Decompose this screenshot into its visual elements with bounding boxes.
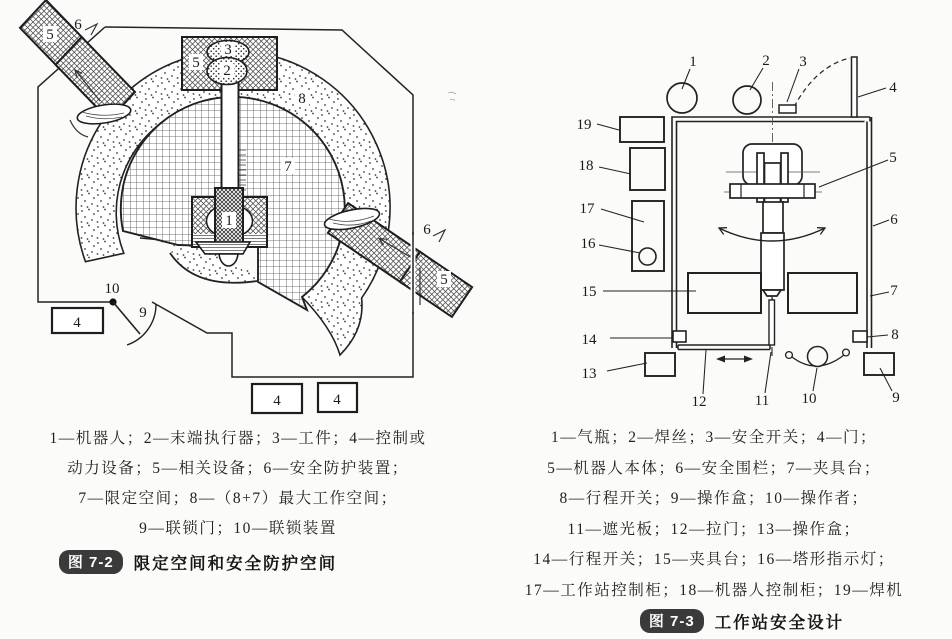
mark-7: 7 — [284, 159, 292, 175]
scan-smudge — [448, 92, 456, 100]
mark-9: 9 — [139, 305, 147, 321]
caption-line: 11—遮光板；12—拉门；13—操作盒； — [567, 520, 861, 538]
figure-7-2-diagram — [0, 0, 476, 430]
figure-title: 限定空间和安全防护空间 — [133, 555, 338, 573]
caption-line: 动力设备；5—相关设备；6—安全防护装置； — [67, 460, 409, 477]
mark-10: 10 — [801, 391, 817, 407]
mark-4: 4 — [73, 315, 81, 331]
mark-6: 6 — [74, 17, 82, 33]
interlock-door — [109, 298, 156, 345]
mark-7: 7 — [890, 283, 898, 299]
figure-7-3-diagram — [476, 0, 952, 430]
mark-18: 18 — [578, 158, 594, 174]
mark-4: 4 — [333, 392, 341, 408]
mark-8: 8 — [298, 91, 306, 107]
safety-switch — [779, 105, 796, 113]
mark-12: 12 — [691, 394, 707, 410]
figure-7-3-title-row — [504, 609, 952, 633]
gas-cylinder — [667, 83, 697, 113]
mark-17: 17 — [579, 201, 595, 217]
limit-switch-left — [673, 331, 686, 342]
caption-line: 5—机器人本体；6—安全围栏；7—夹具台； — [547, 459, 881, 477]
mark-11: 11 — [754, 393, 770, 409]
caption-line: 17—工作站控制柜；18—机器人控制柜；19—焊机 — [524, 581, 904, 599]
mark-1: 1 — [689, 54, 697, 70]
mark-3: 3 — [799, 54, 807, 70]
operator-box-left — [645, 353, 675, 376]
mark-5: 5 — [889, 150, 897, 166]
caption-line: 14—行程开关；15—夹具台；16—塔形指示灯； — [533, 551, 895, 568]
welder-box — [620, 117, 664, 142]
operator-box-right — [864, 353, 894, 375]
caption-line: 1—气瓶；2—焊丝；3—安全开关；4—门； — [550, 429, 877, 446]
mark-6: 6 — [423, 222, 431, 238]
mark-4: 4 — [273, 393, 281, 409]
mark-3: 3 — [224, 42, 232, 58]
operator-figure — [786, 347, 850, 367]
figure-badge: 图 7-2 — [59, 550, 123, 574]
mark-19: 19 — [576, 117, 592, 133]
sliding-door — [678, 345, 770, 363]
tower-lamp — [639, 248, 656, 265]
mark-6: 6 — [890, 212, 898, 228]
caption-line: 9—联锁门；10—联锁装置 — [139, 520, 337, 537]
mark-13: 13 — [581, 366, 597, 382]
limit-switch-right — [853, 331, 867, 342]
caption-line: 8—行程开关；9—操作盒；10—操作者； — [559, 490, 869, 507]
robot-cabinet — [630, 148, 665, 190]
robot-body — [724, 144, 822, 302]
mark-2: 2 — [762, 53, 770, 69]
robot-base-plinth — [196, 242, 250, 254]
mark-16: 16 — [580, 236, 596, 252]
mark-9: 9 — [892, 390, 900, 406]
mark-8: 8 — [891, 327, 899, 343]
figure-7-2-caption — [0, 424, 476, 574]
mark-10: 10 — [104, 281, 120, 297]
mark-5: 5 — [440, 272, 448, 288]
control-equipment-boxes — [52, 308, 357, 413]
figure-7-2-title-row — [0, 550, 436, 574]
mark-14: 14 — [581, 332, 597, 348]
figure-title: 工作站安全设计 — [714, 614, 845, 632]
wire-spool — [733, 86, 761, 114]
mark-5: 5 — [46, 27, 54, 43]
mark-4: 4 — [889, 80, 897, 96]
robot-arm-column — [222, 80, 239, 200]
station-cabinet — [632, 201, 664, 271]
mark-2: 2 — [223, 63, 231, 79]
figure-badge: 图 7-3 — [640, 609, 704, 633]
figure-7-3-caption — [476, 423, 952, 633]
mark-5: 5 — [192, 55, 200, 71]
mark-15: 15 — [581, 284, 597, 300]
mark-1: 1 — [225, 213, 233, 229]
caption-line: 7—限定空间；8—（8+7）最大工作空间； — [78, 490, 398, 507]
caption-line: 1—机器人；2—末端执行器；3—工件；4—控制或 — [49, 430, 427, 447]
